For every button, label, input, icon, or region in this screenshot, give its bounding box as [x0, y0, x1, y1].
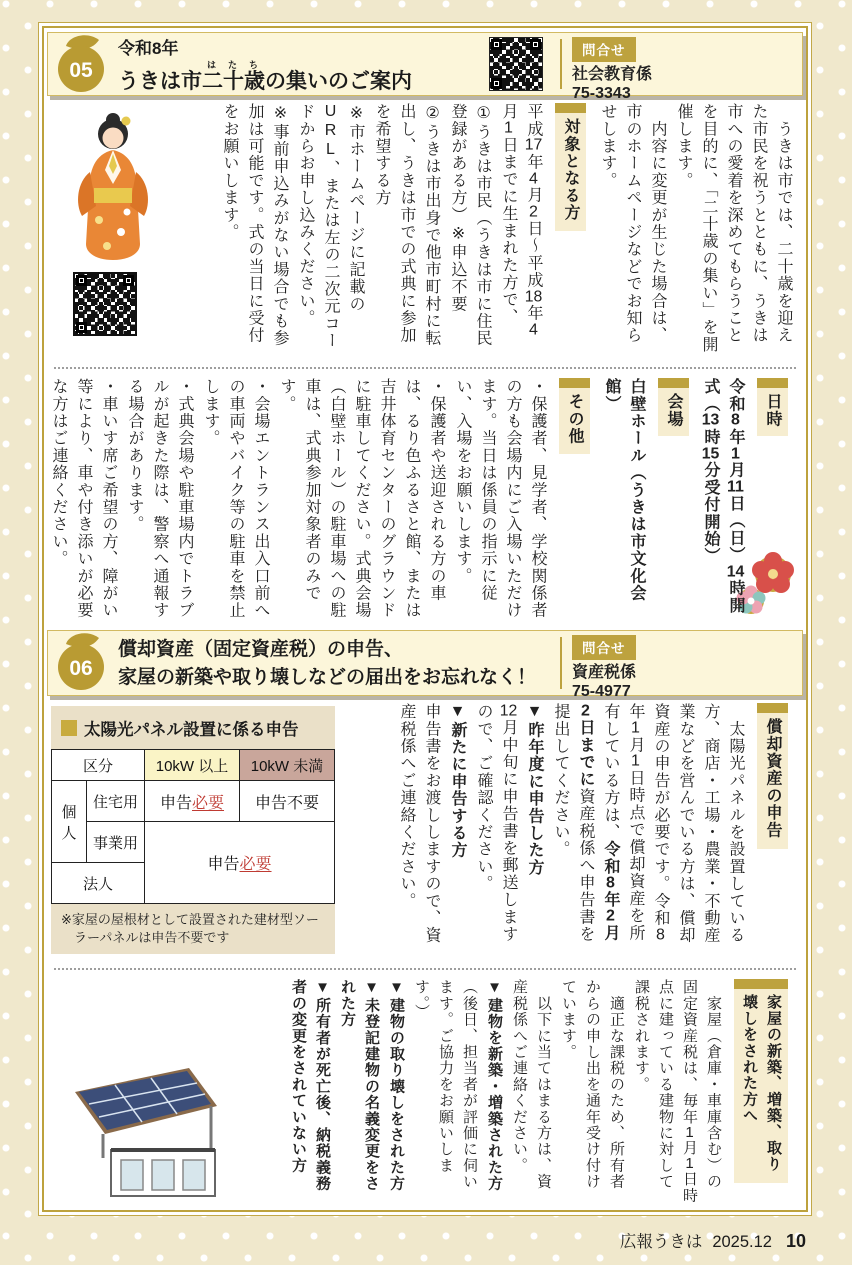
depreciable-assets-paragraph: 太陽光パネルを設置している方、商店・工場・農業・不動産業などを営んでいる方は、償却資産の申告が必要です。令和8年1月1日時点で償却資産を所有している方は、令和8年2月2日までに資産税係へ申告書を提出してください。	[552, 703, 744, 944]
note: ※市ホームページに記載のURL、または左の二次元コードからお申し込みください。	[297, 103, 364, 350]
other-item: ・保護者、見学者、学校関係者の方も会場内にご入場いただけます。当日は係員の指示に従い、入場をお願いします。	[454, 378, 546, 619]
subheading-demolished: ▼建物の取り壊しをされた方	[388, 979, 405, 1192]
table-note: ※家屋の屋根材として設置された建材型ソーラーパネルは申告不要です	[61, 912, 319, 946]
heading-depreciable-assets: 償却資産の申告	[757, 703, 788, 849]
house-tax-paragraph: 家屋（倉庫・車庫含む）の固定資産税は、毎年1月1日時点に建っている建物に対して課税されます。	[633, 979, 722, 1204]
panel-title	[51, 706, 335, 740]
heading-house-changes: 家屋の新築、増築、取り壊しをされた方へ	[734, 979, 788, 1183]
heading-venue: 会場	[658, 378, 689, 436]
article-05-title-line2	[118, 60, 412, 95]
contact-phone: 75-3343	[572, 85, 631, 103]
solar-panel-declaration-panel	[51, 706, 335, 954]
article-06-header-band	[47, 630, 803, 701]
article-05-body-top	[47, 100, 803, 360]
required-word: 必要	[192, 794, 225, 812]
col-header-category: 区分	[52, 750, 145, 781]
heading-other: その他	[559, 378, 590, 454]
target-item: ①うきは市民（うきは市に住民登録がある方）※申込不要	[449, 103, 491, 347]
square-bullet-icon	[61, 720, 77, 736]
ruby-base: 二十歳	[202, 70, 265, 94]
article-05-header-band	[47, 32, 803, 103]
heading-target: 対象となる方	[555, 103, 586, 231]
other-item: ・車いす席ご希望の方、障がい等により、車や付き添いが必要な方はご連絡ください。	[50, 378, 117, 619]
contact-phone: 75-4977	[572, 683, 631, 701]
qr-finder	[491, 39, 502, 50]
note: ※事前申込みがない場合でも参加は可能です。式の当日に受付をお願いします。	[221, 103, 288, 347]
vertical-text-flow	[45, 378, 797, 624]
article-number-badge-icon	[53, 632, 111, 692]
section-divider	[54, 367, 796, 369]
band-divider	[560, 637, 562, 689]
page-frame-inner	[42, 26, 808, 1212]
title-text: うきは市	[118, 70, 202, 94]
declare-new-paragraph: 申告書をお渡ししますので、資産税係へご連絡ください。	[398, 703, 440, 944]
qr-finder	[76, 322, 87, 333]
article-05-title-line1: 令和8年	[118, 39, 179, 58]
title-ruby	[202, 60, 265, 94]
contact-label-badge: 問合せ	[572, 37, 636, 62]
qr-finder	[491, 78, 502, 89]
qr-finder	[123, 275, 134, 286]
target-intro: 平成17年4月2日～平成18年4月1日までに生まれた方で、	[500, 103, 543, 338]
other-item: ・式典会場や駐車場内でトラブルが起きた際は、警察へ通報する場合があります。	[126, 378, 193, 619]
datetime-value: 令和8年1月11日（日）14時開式（13時15分受付開始）	[701, 378, 745, 615]
qr-finder	[530, 39, 541, 50]
heading-datetime: 日時	[757, 378, 788, 436]
new-extension-note: （後日、担当者が評価に伺います。ご協力をお願いします。）	[413, 979, 478, 1190]
other-item: ・会場エントランス出入口前への車両やバイク等の駐車を禁止します。	[202, 378, 269, 619]
subheading-new-extension: ▼建物を新築・増築された方	[486, 979, 503, 1192]
article-05-body-bottom	[47, 375, 803, 625]
vertical-text-flow	[393, 703, 797, 955]
section-divider	[54, 968, 796, 970]
article-06-contact	[572, 635, 636, 702]
article-06-title-line1: 償却資産（固定資産税）の申告、	[118, 639, 404, 660]
declared-last-year-paragraph: 12月中旬に申告書を郵送しますので、ご確認ください。	[475, 703, 518, 943]
solar-panel-house-illustration	[59, 1060, 231, 1202]
article-number: 06	[69, 657, 93, 680]
kimono-woman-illustration	[67, 108, 159, 264]
other-item: ・保護者や送迎される方の車は、るり色ふるさと館、または吉井体育センターのグラウンドに駐車してください。式典会場（白壁ホール）の駐車場への駐車は、式典参加対象者のみです。	[278, 378, 445, 619]
row-header-business: 事業用	[87, 822, 145, 863]
subheading-declare-new: ▼新たに申告する方	[449, 703, 466, 859]
qr-finder	[76, 275, 87, 286]
band-divider	[560, 39, 562, 89]
issue-date: 2025.12	[712, 1233, 772, 1251]
house-tax-paragraph: 適正な課税のため、所有者からの申し出を通年受け付けています。	[560, 979, 625, 1190]
cell-text: 申告	[159, 794, 192, 812]
qr-code-icon	[489, 37, 543, 91]
panel-title-text: 太陽光パネル設置に係る申告	[84, 721, 299, 739]
subheading-owner-deceased: ▼所有者が死亡後、納税義務者の変更をされていない方	[290, 979, 331, 1192]
article-05-contact	[572, 37, 652, 104]
contact-department: 資産税係	[572, 664, 637, 681]
row-header-corporate: 法人	[52, 863, 145, 904]
qr-code-icon	[73, 272, 137, 336]
col-header-over-10kw: 10kW 以上	[145, 750, 240, 781]
solar-declaration-table	[51, 749, 335, 904]
contact-label-badge: 問合せ	[572, 635, 636, 660]
page-footer	[620, 1228, 806, 1252]
vertical-text-flow	[285, 979, 797, 1205]
article-number: 05	[69, 59, 93, 82]
intro-paragraph: 内容に変更が生じた場合は、市のホームページなどでお知らせします。	[599, 103, 666, 344]
article-number-badge-icon	[53, 34, 111, 94]
cell-declaration-not-required: 申告不要	[240, 781, 335, 822]
row-header-individual: 個人	[52, 781, 87, 863]
target-item: ②うきは市出身で他市町村に転出し、うきは市での式典に参加を希望する方	[373, 103, 440, 347]
magazine-title: 広報うきは	[619, 1233, 703, 1251]
article-06-title-line2: 家屋の新築や取り壊しなどの届出をお忘れなく！	[118, 666, 537, 688]
cell-declaration-required	[145, 781, 240, 822]
house-tax-paragraph: 以下に当てはまる方は、資産税係へご連絡ください。	[511, 979, 552, 1190]
vertical-text-flow	[216, 103, 797, 355]
col-header-under-10kw: 10kW 未満	[240, 750, 335, 781]
page-frame	[38, 22, 812, 1216]
intro-paragraph: うきは市では、二十歳を迎えた市民を祝うとともに、うきは市への愛着を深めてもらうことを目的に、「二十歳の集い」を開催します。	[675, 103, 792, 353]
article-06-title	[118, 636, 536, 691]
subheading-declared-last-year: ▼昨年度に申告した方	[526, 703, 543, 876]
article-05-title	[118, 38, 412, 96]
article-06-body-bottom	[47, 976, 803, 1206]
required-word: 必要	[239, 856, 272, 873]
title-text: の集いのご案内	[265, 70, 412, 94]
article-06-body-top	[47, 700, 803, 960]
subheading-unregistered-name-change: ▼未登記建物の名義変更をされた方	[339, 979, 380, 1192]
ruby-text: はたち	[202, 60, 265, 71]
page-number: 10	[785, 1231, 806, 1251]
row-header-residential: 住宅用	[87, 781, 145, 822]
venue-value: 白壁ホール（うきは市文化会館）	[603, 378, 645, 602]
cell-declaration-required-merged	[145, 822, 335, 904]
cell-text: 申告	[207, 856, 240, 873]
contact-department: 社会教育係	[572, 66, 653, 83]
